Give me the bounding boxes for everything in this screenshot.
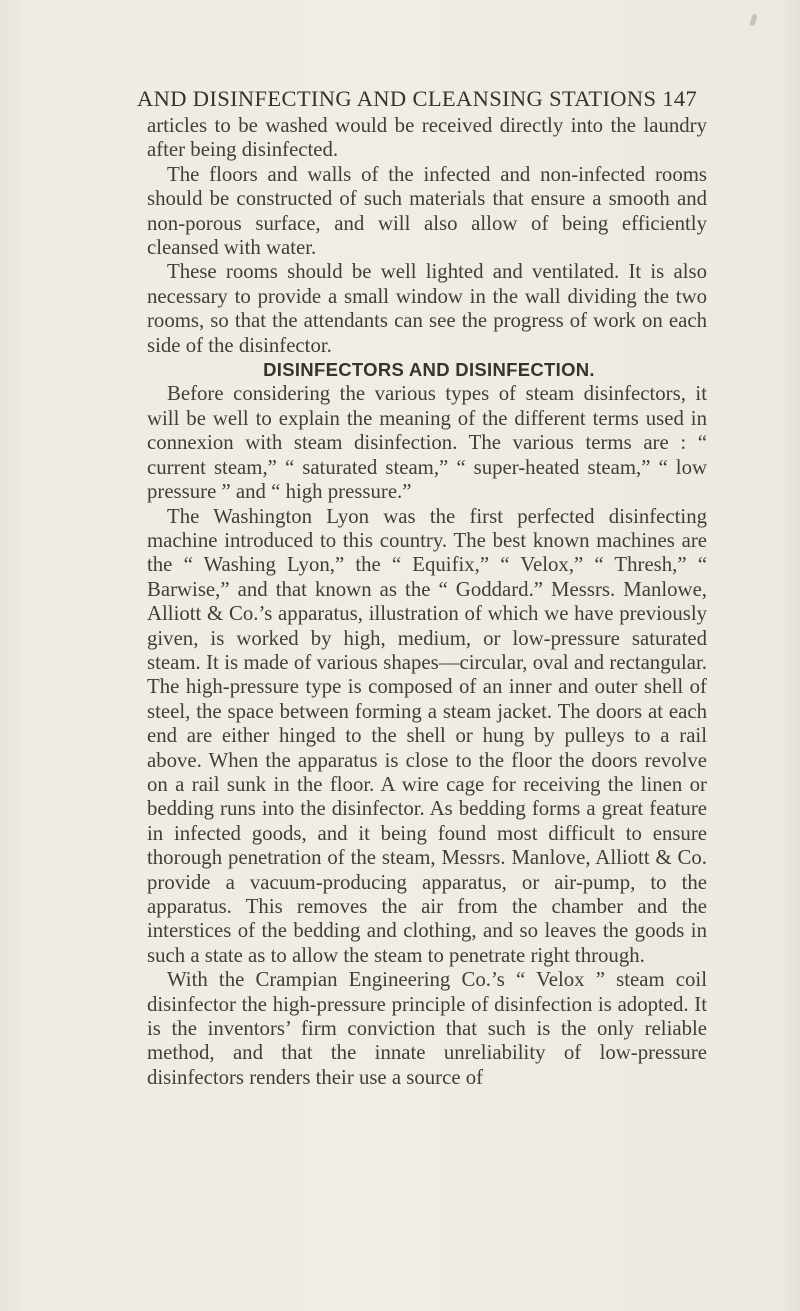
- paragraph: Before considering the various types of steam disinfectors, it will be well to explain the meaning of the different terms used in connexion with steam disinfection. The various terms are : “ current steam,” “ saturated steam,” “ super-heated steam,” “ low pressure ” and “ high pressure.”: [147, 382, 707, 504]
- running-head: AND DISINFECTING AND CLEANSING STATIONS 147: [137, 86, 698, 111]
- paragraph: These rooms should be well lighted and ventilated. It is also necessary to provide a small window in the wall dividing the two rooms, so that the attendants can see the progress of work on each side of the disinfector.: [147, 260, 707, 357]
- paragraph: The Washington Lyon was the first perfected disinfecting machine introduced to this country. The best known machines are the “ Washing Lyon,” the “ Equifix,” “ Velox,” “ Thresh,” “ Barwise,” and that known as the “ Goddard.” Messrs. Manlowe, Alliott & Co.’s apparatus, illustration of which we have previously given, is worked by high, medium, or low-pressure saturated steam. It is made of various shapes—circular, oval and rectangular. The high-pressure type is composed of an inner and outer shell of steel, the space between forming a steam jacket. The doors at each end are either hinged to the shell or hung by pulleys to a rail above. When the apparatus is close to the floor the doors revolve on a rail sunk in the floor. A wire cage for receiving the linen or bedding runs into the disinfector. As bedding forms a great feature in infected goods, and it being found most difficult to ensure thorough penetration of the steam, Messrs. Manlove, Alliott & Co. provide a vacuum-producing apparatus, or air-pump, to the apparatus. This removes the air from the chamber and the interstices of the bedding and clothing, and so leaves the goods in such a state as to allow the steam to penetrate right through.: [147, 504, 707, 967]
- section-heading: DISINFECTORS AND DISINFECTION.: [263, 359, 595, 381]
- body-text: [147, 114, 707, 1090]
- paragraph: The floors and walls of the infected and non-infected rooms should be constructed of such materials that ensure a smooth and non-porous surface, and will also allow of being efficiently cleansed with water.: [147, 162, 707, 260]
- ink-speck: [749, 14, 757, 27]
- paragraph: With the Crampian Engineering Co.’s “ Velox ” steam coil disinfector the high-pressure principle of disinfection is adopted. It is the inventors’ firm conviction that such is the only reliable method, and that the innate unreliability of low-pressure disinfectors renders their use a source of: [147, 968, 707, 1089]
- paragraph: articles to be washed would be received directly into the laundry after being disinfected.: [147, 114, 707, 162]
